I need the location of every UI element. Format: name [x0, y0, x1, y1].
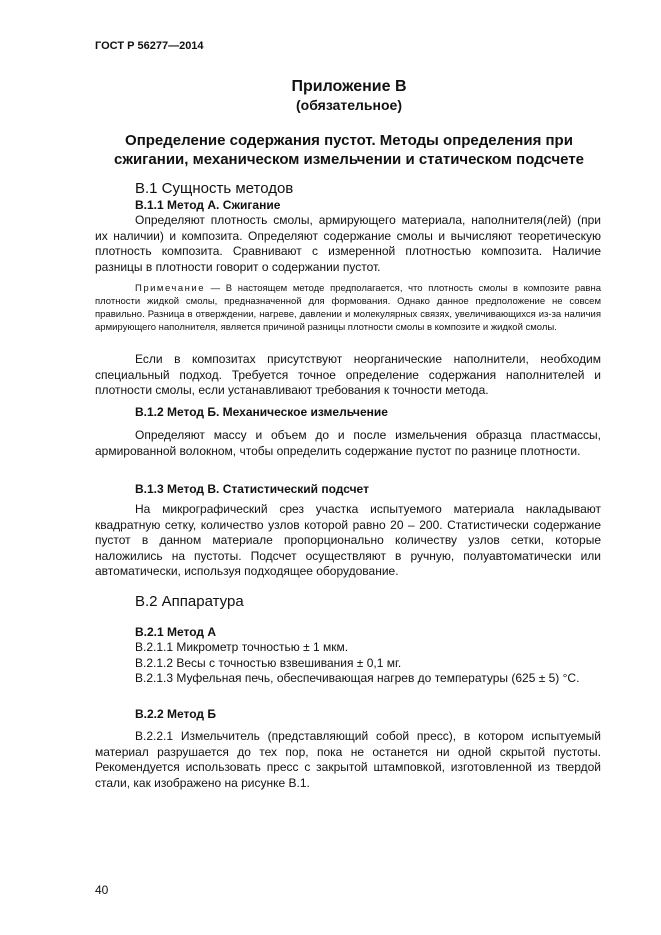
document-header: ГОСТ Р 56277—2014	[95, 40, 204, 52]
paragraph-text: Определяют массу и объем до и после измельчения образца пластмассы, армированной волокном, чтобы определить содержание пустот по разнице плотности.	[95, 428, 601, 458]
paragraph-b1-1-cont	[95, 352, 601, 399]
section-title-line-1: Определение содержания пустот. Методы определения при	[125, 132, 573, 149]
paragraph-text: Если в композитах присутствуют неорганические наполнители, необходим специальный подход. Требуется точное определение содержания наполнителей и плотности смолы, если устанавливают требования к точности метода.	[95, 352, 601, 397]
heading-b2: В.2 Аппаратура	[135, 593, 244, 610]
paragraph-b1-2	[95, 428, 601, 459]
item-b2-2-1	[95, 729, 601, 791]
appendix-subtitle: (обязательное)	[295, 97, 402, 113]
heading-b2-2: В.2.2 Метод Б	[135, 707, 216, 721]
paragraph-text: На микрографический срез участка испытуемого материала накладывают квадратную сетку, количество узлов которой равно 20 – 200. Статистически содержание пустот в данном материале пропорционально количеству узлов сетки, которые наложились на пустоты. Подсчет осуществляют в ручную, полуавтоматически или автоматически, используя подходящее оборудование.	[95, 502, 601, 578]
item-b2-1-2: В.2.1.2 Весы с точностью взвешивания ± 0,1 мг.	[135, 656, 402, 670]
item-b2-1-3	[95, 671, 601, 687]
paragraph-text: В.2.2.1 Измельчитель (представляющий собой пресс), в котором испытуемый материал разрушается до тех пор, пока не останется ни одной скрытой пустоты. Рекомендуется использовать пресс с закрытой штамповкой, изготовленной из твердой стали, как изображено на рисунке В.1.	[95, 729, 601, 790]
heading-b1: В.1 Сущность методов	[135, 180, 294, 197]
heading-b1-3: В.1.3 Метод В. Статистический подсчет	[135, 482, 369, 496]
heading-b2-1: В.2.1 Метод А	[135, 625, 217, 639]
paragraph-b1-3	[95, 502, 601, 580]
note	[95, 282, 601, 334]
page-number: 40	[95, 883, 109, 897]
appendix-section-title	[95, 131, 603, 169]
note-label: Примечание	[135, 283, 205, 294]
appendix-title: Приложение В	[291, 78, 407, 95]
item-b2-1-1: В.2.1.1 Микрометр точностью ± 1 мкм.	[135, 640, 349, 654]
heading-b1-2: В.1.2 Метод Б. Механическое измельчение	[135, 405, 388, 419]
paragraph-text: Определяют плотность смолы, армирующего материала, наполнителя(лей) (при их наличии) и композита. Определяют содержание смолы и вычисляют теоретическую плотность композита. Сравнивают с измеренной плотностью композита. Наличие разницы в плотности говорит о содержании пустот.	[95, 213, 601, 274]
paragraph-text: В.2.1.3 Муфельная печь, обеспечивающая нагрев до температуры (625 ± 5) °С.	[135, 671, 580, 685]
note-text: — В настоящем методе предполагается, что плотность смолы в композите равна плотности жидкой смолы, предназначенной для формования. Однако данное предположение не совсем правильно. Разница в отверждении, нагреве, давлении и молекулярных связях, увеличивающихся из-за наличия армирующего наполнителя, является причиной разницы плотности смолы в композите и жидкой смолы.	[95, 283, 601, 333]
heading-b1-1: В.1.1 Метод А. Сжигание	[135, 198, 281, 212]
paragraph-b1-1	[95, 213, 601, 275]
section-title-line-2: сжигании, механическом измельчении и статическом подсчете	[113, 151, 585, 168]
